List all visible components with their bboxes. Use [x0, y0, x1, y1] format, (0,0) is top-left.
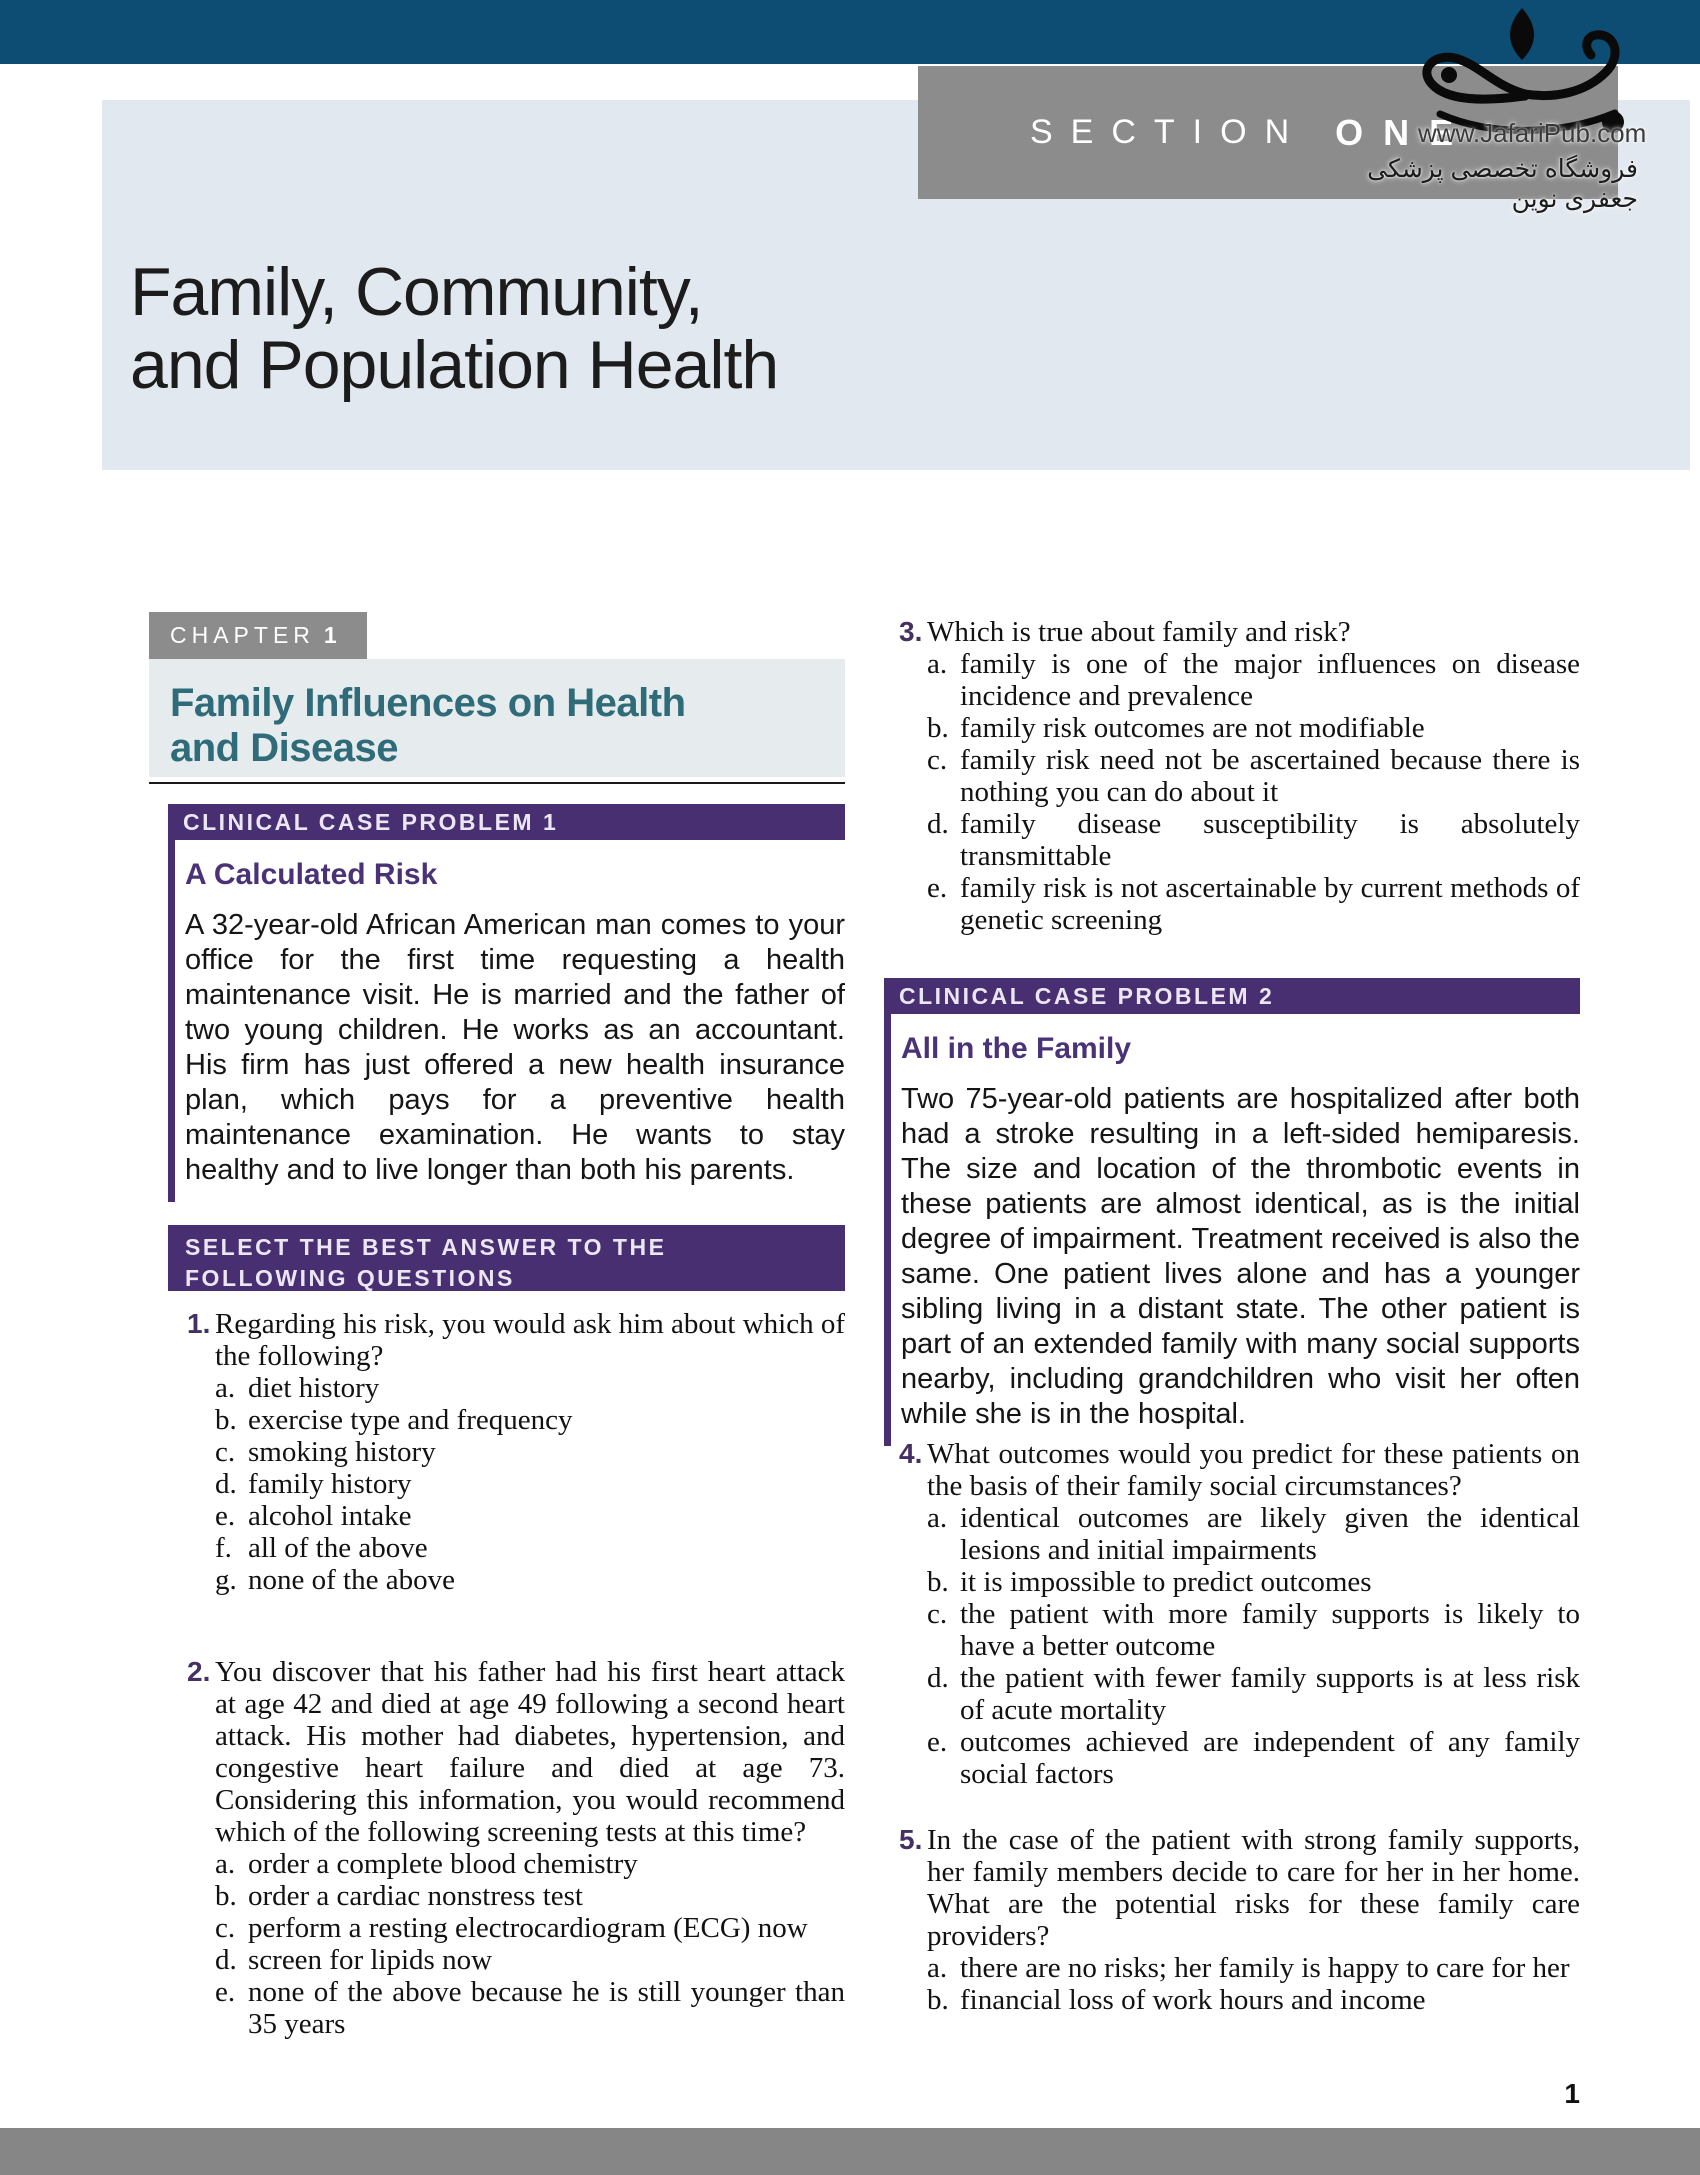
- chapter-badge: [149, 612, 367, 659]
- option-row: a. diet history: [215, 1372, 380, 1404]
- option-row: e. none of the above because he is still younger than 35 years: [215, 1976, 845, 2040]
- option-row: c. the patient with more family supports is likely to have a better outcome: [927, 1598, 1580, 1662]
- case-problem-1-title: A Calculated Risk: [185, 858, 438, 891]
- clinical-case-problem-1: [168, 804, 845, 1202]
- question-5-number: 5.: [899, 1824, 923, 1855]
- part-title-line2: and Population Health: [130, 327, 779, 403]
- option-row: e. alcohol intake: [215, 1500, 412, 1532]
- chapter-title: [170, 681, 845, 771]
- question-5-text: In the case of the patient with strong family supports, her family members decide to care for her in her home. What are the potential risks for these family care providers?: [927, 1824, 1580, 1952]
- question-4: [899, 1438, 1580, 1790]
- question-1-text: Regarding his risk, you would ask him about which of the following?: [215, 1308, 845, 1372]
- chapter-title-line1: Family Influences on Health: [170, 681, 686, 725]
- select-answer-banner: [168, 1225, 845, 1291]
- chapter-title-panel: [149, 659, 845, 777]
- section-label: SECTION: [1030, 113, 1308, 151]
- question-4-text: What outcomes would you predict for these patients on the basis of their family social circumstances?: [927, 1438, 1580, 1502]
- bottom-bar: [0, 2128, 1700, 2175]
- question-5: [899, 1824, 1580, 2016]
- option-row: b. family risk outcomes are not modifiable: [927, 712, 1425, 744]
- option-row: c. perform a resting electrocardiogram (ECG) now: [215, 1912, 808, 1944]
- option-row: d. the patient with fewer family supports is at less risk of acute mortality: [927, 1662, 1580, 1726]
- option-row: e. outcomes achieved are independent of any family social factors: [927, 1726, 1580, 1790]
- case-problem-2-title: All in the Family: [901, 1032, 1132, 1065]
- question-5-block: [899, 1824, 1580, 2016]
- clinical-case-problem-2: [884, 978, 1580, 1446]
- option-row: a. identical outcomes are likely given the identical lesions and initial impairments: [927, 1502, 1580, 1566]
- option-row: d. family disease susceptibility is absolutely transmittable: [927, 808, 1580, 872]
- question-3: [899, 616, 1580, 936]
- section-number-label: ONE: [1335, 111, 1474, 153]
- select-answer-line2: FOLLOWING QUESTIONS: [185, 1265, 515, 1291]
- question-1: [187, 1308, 845, 1596]
- question-4-number: 4.: [899, 1438, 923, 1469]
- option-row: f. all of the above: [215, 1532, 428, 1564]
- part-title-line1: Family, Community,: [130, 254, 703, 330]
- option-row: b. exercise type and frequency: [215, 1404, 573, 1436]
- question-3-text: Which is true about family and risk?: [927, 616, 1351, 648]
- chapter-badge-number: 1: [323, 622, 337, 648]
- case-problem-2-text: Two 75-year-old patients are hospitalized after both had a stroke resulting in a left-sided hemiparesis. The size and location of the thrombotic events in these patients are almost identical, as is the initial degree of impairment. Treatment received is also the same. One patient lives alone and has a younger sibling living in a distant state. The other patient is part of an extended family with many social supports nearby, including grandchildren who visit her often while she is in the hospital.: [901, 1083, 1580, 1430]
- option-row: e. family risk is not ascertainable by current methods of genetic screening: [927, 872, 1580, 936]
- watermark-caption: فروشگاه تخصصی پزشکی جعفری نوین: [1367, 155, 1638, 213]
- case-problem-1-body: [168, 840, 845, 1202]
- case-problem-1-text: A 32-year-old African American man comes to your office for the first time requesting a health maintenance visit. He is married and the father of two young children. He works as an accountant. His firm has just offered a new health insurance plan, which pays for a preventive health maintenance examination. He wants to stay healthy and to live longer than both his parents.: [185, 909, 845, 1186]
- chapter-badge-word: CHAPTER: [170, 622, 315, 648]
- question-2: [187, 1656, 845, 2040]
- divider-rule: [149, 782, 845, 784]
- option-row: c. family risk need not be ascertained because there is nothing you can do about it: [927, 744, 1580, 808]
- option-row: c. smoking history: [215, 1436, 436, 1468]
- option-row: d. family history: [215, 1468, 412, 1500]
- option-row: b. financial loss of work hours and income: [927, 1984, 1426, 2016]
- chapter-title-line2: and Disease: [170, 726, 398, 770]
- option-row: b. order a cardiac nonstress test: [215, 1880, 583, 1912]
- page-number: 1: [1564, 2078, 1580, 2109]
- question-3-block: [899, 616, 1580, 936]
- option-row: a. order a complete blood chemistry: [215, 1848, 638, 1880]
- option-row: g. none of the above: [215, 1564, 455, 1596]
- case-problem-1-header: CLINICAL CASE PROBLEM 1: [168, 804, 845, 840]
- question-1-number: 1.: [187, 1308, 211, 1339]
- question-2-number: 2.: [187, 1656, 211, 1687]
- question-list-left: [187, 1308, 845, 2040]
- option-row: d. screen for lipids now: [215, 1944, 493, 1976]
- option-row: b. it is impossible to predict outcomes: [927, 1566, 1372, 1598]
- jafari-logo-ornament-icon: [1410, 6, 1635, 136]
- watermark-url: www.JafariPub.com: [1418, 118, 1647, 148]
- option-row: a. family is one of the major influences on disease incidence and prevalence: [927, 648, 1580, 712]
- question-3-number: 3.: [899, 616, 923, 647]
- option-row: a. there are no risks; her family is happy to care for her: [927, 1952, 1570, 1984]
- case-problem-2-body: [884, 1014, 1580, 1446]
- select-answer-line1: SELECT THE BEST ANSWER TO THE: [185, 1234, 667, 1260]
- question-4-block: [899, 1438, 1580, 1790]
- question-2-text: You discover that his father had his first heart attack at age 42 and died at age 49 following a second heart attack. His mother had diabetes, hypertension, and congestive heart failure and died at age 73. Considering this information, you would recommend which of the following screening tests at this time?: [215, 1656, 845, 1848]
- case-problem-2-header: CLINICAL CASE PROBLEM 2: [884, 978, 1580, 1014]
